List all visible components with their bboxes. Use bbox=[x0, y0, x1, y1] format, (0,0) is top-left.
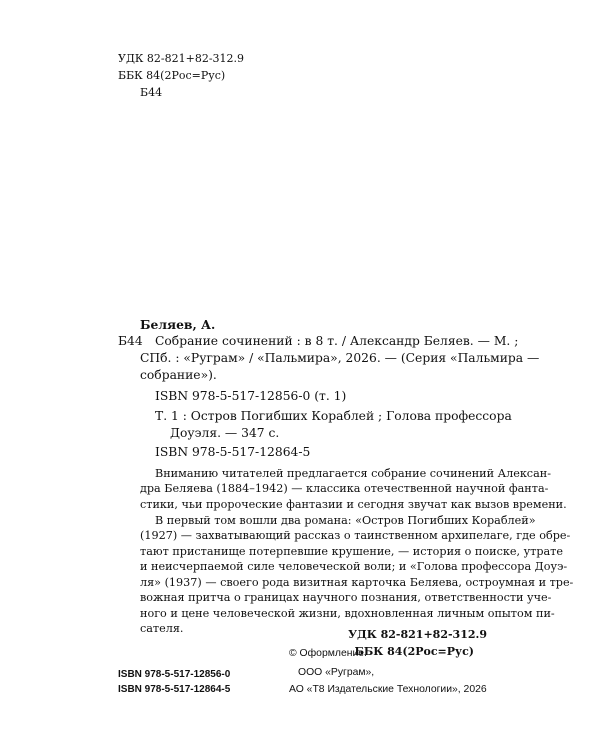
annotation-line: и неисчерпаемой силе человеческой воли; и «Голова профессора Доуэ- bbox=[140, 560, 568, 573]
annotation-line: (1927) — захватывающий рассказ о таинственном архипелаге, где обре- bbox=[140, 529, 571, 542]
annotation-line: ного и цене человеческой жизни, вдохновленная личным опытом пи- bbox=[140, 607, 555, 620]
author-mark: Б44 bbox=[118, 334, 143, 348]
title-line: Собрание сочинений : в 8 т. / Александр Беляев. — М. ; bbox=[155, 334, 519, 348]
isbn-footer: ISBN 978-5-517-12856-0 bbox=[118, 669, 231, 680]
annotation-line: стики, чьи пророческие фантазии и сегодня звучат как вызов времени. bbox=[140, 498, 567, 511]
copyright-line: ООО «Ругрaм», bbox=[298, 667, 375, 678]
copyright-line: АО «Т8 Издательские Технологии», 2026 bbox=[289, 684, 487, 695]
annotation-line: Вниманию читателей предлагается собрание сочинений Алексан- bbox=[155, 467, 551, 480]
annotation-line: вожная притча о границах научного познания, ответственности уче- bbox=[140, 591, 552, 604]
annotation-line: сателя. bbox=[140, 622, 184, 635]
volume-line: Доуэля. — 347 с. bbox=[170, 426, 280, 440]
isbn-footer: ISBN 978-5-517-12864-5 bbox=[118, 684, 231, 695]
title-line: собрание»). bbox=[140, 368, 217, 382]
author-heading: Беляев, А. bbox=[140, 317, 216, 332]
title-line: СПб. : «Ругрaм» / «Пальмира», 2026. — (Серия «Пальмира — bbox=[140, 351, 540, 365]
volume-line: Т. 1 : Остров Погибших Кораблей ; Голова профессора bbox=[155, 409, 512, 423]
annotation-line: тают пристанище потерпевшие крушение, — история о поиске, утрате bbox=[140, 545, 563, 558]
udk-code-bottom: УДК 82-821+82-312.9 bbox=[348, 628, 487, 641]
annotation-line: дра Беляева (1884–1942) — классика отечественной научной фанта- bbox=[140, 482, 549, 495]
bbk-code-bottom: ББК 84(2Рос=Рус) bbox=[354, 645, 474, 658]
author-mark-top: Б44 bbox=[140, 86, 163, 99]
annotation-line: В первый том вошли два романа: «Остров Погибших Кораблей» bbox=[155, 514, 536, 527]
bbk-code-top: ББК 84(2Рос=Рус) bbox=[118, 69, 226, 82]
isbn-set: ISBN 978-5-517-12856-0 (т. 1) bbox=[155, 389, 347, 403]
copyright-line: © Оформление. bbox=[289, 648, 367, 659]
udk-code-top: УДК 82-821+82-312.9 bbox=[118, 52, 245, 65]
annotation-line: ля» (1937) — своего рода визитная карточка Беляева, остроумная и тре- bbox=[140, 576, 574, 589]
isbn-volume: ISBN 978-5-517-12864-5 bbox=[155, 445, 311, 459]
